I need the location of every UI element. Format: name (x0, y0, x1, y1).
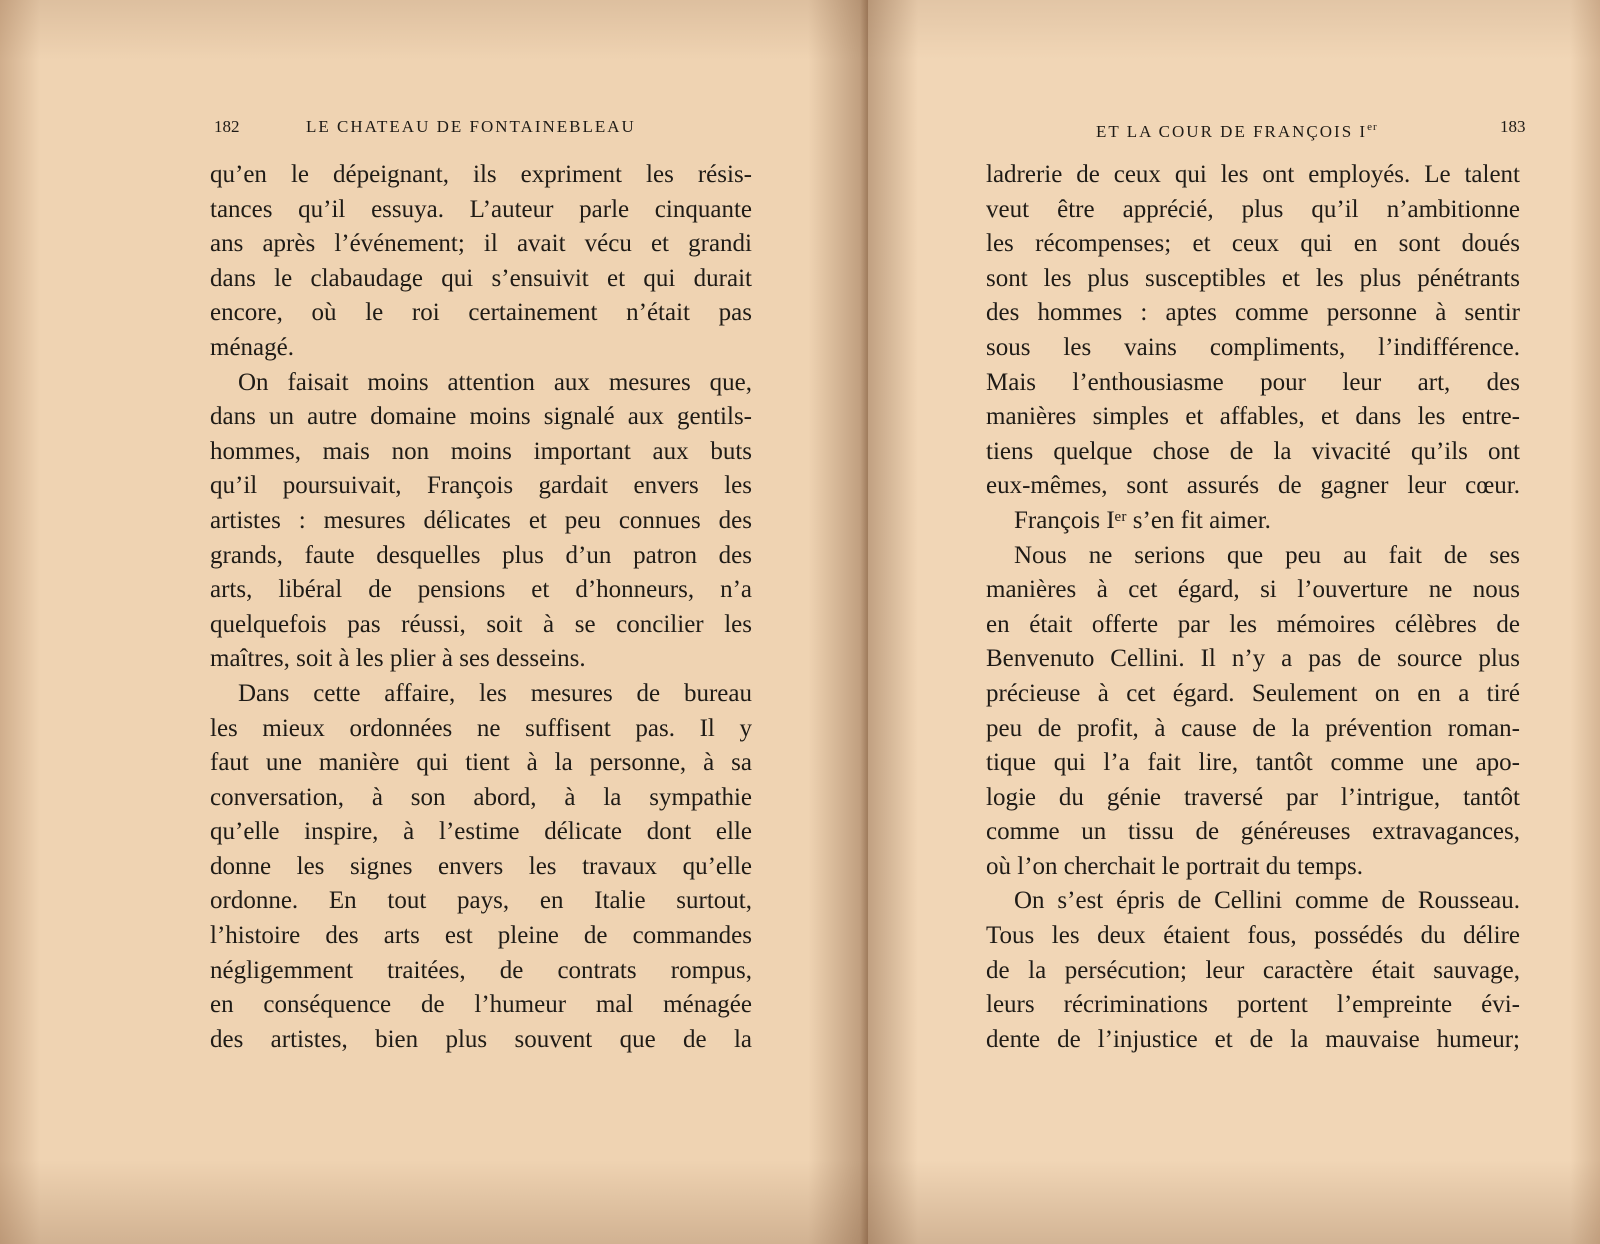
text-line: ladrerie de ceux qui les ont employés. Le talent (986, 161, 1520, 188)
text-line: dans un autre domaine moins signalé aux gentils- (210, 403, 752, 431)
text-line: hommes, mais non moins important aux buts (210, 437, 752, 465)
text-line: qu’elle inspire, à l’estime délicate dont elle (210, 818, 752, 846)
text-line: encore, où le roi certainement n’était pas (210, 299, 752, 327)
running-head-right-text: ET LA COUR DE FRANÇOIS I (1096, 122, 1368, 141)
text-line: de la persécution; leur caractère était sauvage, (986, 956, 1520, 984)
text-line: manières à cet égard, si l’ouverture ne nous (986, 576, 1520, 604)
text-line: On faisait moins attention aux mesures que, (238, 368, 752, 396)
text-line: Tous les deux étaient fous, possédés du délire (986, 922, 1520, 950)
text-line: des artistes, bien plus souvent que de la (210, 1025, 752, 1053)
text-line: l’histoire des arts est pleine de commandes (210, 922, 752, 950)
text-line: ordonne. En tout pays, en Italie surtout, (210, 887, 752, 915)
text-line: eux-mêmes, sont assurés de gagner leur cœur. (986, 472, 1520, 500)
text-line: François Iᵉʳ s’en fit aimer. (1014, 506, 1271, 534)
text-line: en était offerte par les mémoires célèbres de (986, 610, 1520, 638)
text-line: sont les plus susceptibles et les plus pénétrants (986, 264, 1520, 292)
text-line: logie du génie traversé par l’intrigue, tantôt (986, 783, 1520, 811)
text-line: des hommes : aptes comme personne à sentir (986, 299, 1520, 327)
text-line: les récompenses; et ceux qui en sont doués (986, 230, 1520, 258)
text-line: tique qui l’a fait lire, tantôt comme une apo- (986, 749, 1520, 777)
text-line: ménagé. (210, 333, 294, 361)
text-line: conversation, à son abord, à la sympathie (210, 783, 752, 811)
right-page (868, 0, 1600, 1244)
text-line: Nous ne serions que peu au fait de ses (1014, 541, 1520, 569)
text-line: grands, faute desquelles plus d’un patron des (210, 541, 752, 569)
text-line: sous les vains compliments, l’indifférence. (986, 333, 1520, 361)
text-line: faut une manière qui tient à la personne, à sa (210, 749, 752, 777)
text-line: artistes : mesures délicates et peu connues des (210, 506, 752, 534)
text-line: tances qu’il essuya. L’auteur parle cinquante (210, 195, 752, 223)
text-line: peu de profit, à cause de la prévention roman- (986, 714, 1520, 742)
text-line: négligemment traitées, de contrats rompus, (210, 956, 752, 984)
running-head-left: LE CHATEAU DE FONTAINEBLEAU (306, 117, 636, 136)
text-line: qu’il poursuivait, François gardait envers les (210, 472, 752, 500)
text-line: arts, libéral de pensions et d’honneurs, n’a (210, 576, 752, 604)
text-line: On s’est épris de Cellini comme de Rousseau. (1014, 887, 1520, 915)
text-line: les mieux ordonnées ne suffisent pas. Il y (210, 714, 752, 742)
text-line: comme un tissu de généreuses extravagances, (986, 818, 1520, 846)
text-line: ans après l’événement; il avait vécu et grandi (210, 230, 752, 258)
left-page-text (210, 158, 752, 1057)
text-line: Dans cette affaire, les mesures de bureau (238, 679, 752, 707)
text-line: tiens quelque chose de la vivacité qu’ils ont (986, 437, 1520, 465)
text-line: dans le clabaudage qui s’ensuivit et qui durait (210, 264, 752, 292)
right-page-text (986, 158, 1520, 1057)
text-line: Benvenuto Cellini. Il n’y a pas de source plus (986, 645, 1520, 673)
text-line: précieuse à cet égard. Seulement on en a tiré (986, 679, 1520, 707)
running-head-right (1096, 116, 1378, 143)
text-line: manières simples et affables, et dans les entre- (986, 403, 1520, 431)
text-line: qu’en le dépeignant, ils expriment les résis- (210, 161, 752, 188)
text-line: Mais l’enthousiasme pour leur art, des (986, 368, 1520, 396)
text-line: quelquefois pas réussi, soit à se concilier les (210, 610, 752, 638)
text-line: dente de l’injustice et de la mauvaise humeur; (986, 1025, 1520, 1053)
page-number-right: 183 (1500, 117, 1526, 136)
text-line: en conséquence de l’humeur mal ménagée (210, 991, 752, 1019)
page-number-left: 182 (214, 117, 240, 136)
running-head-right-superscript: er (1367, 121, 1378, 133)
text-line: où l’on cherchait le portrait du temps. (986, 852, 1363, 880)
text-line: maîtres, soit à les plier à ses desseins. (210, 645, 586, 673)
text-line: donne les signes envers les travaux qu’elle (210, 852, 752, 880)
text-line: leurs récriminations portent l’empreinte évi- (986, 991, 1520, 1019)
text-line: veut être apprécié, plus qu’il n’ambitionne (986, 195, 1520, 223)
